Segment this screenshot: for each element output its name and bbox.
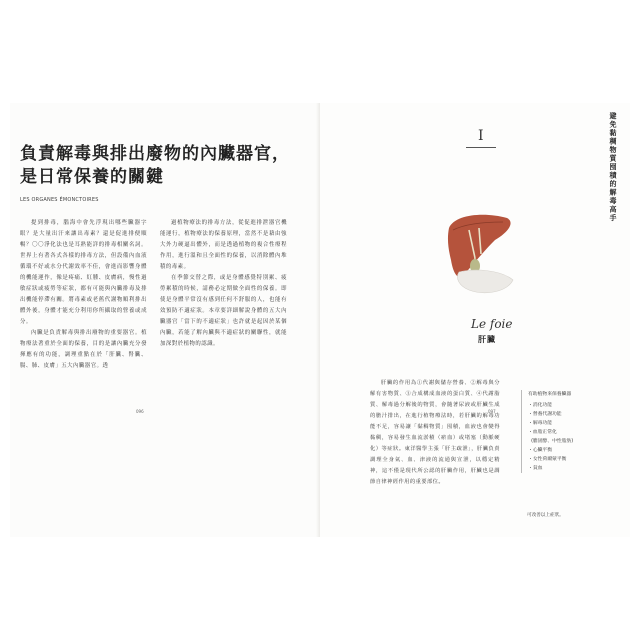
organ-name-french: Le foie: [471, 317, 513, 331]
title-line-2: 是日常保養的關鍵: [20, 167, 164, 187]
list-item: ・營養代謝功能: [528, 412, 562, 417]
herb-sidebar: [521, 390, 582, 473]
title-line-1: 負責解毒與排出廢物的內臟器官，: [20, 144, 290, 164]
paragraph: 過植物療法的排毒方法，從促進排泄器官機能運行，植物療法的保養原理，當然不是藉由強大外力硬逼出體外，而是透過植物的複合性療程作用，進行溫和且全面性的保養，以消除體內堆積的毒素。: [160, 220, 287, 270]
list-item: (膽固醇、中性脂肪): [531, 439, 574, 444]
list-item: ・心臟平衡: [528, 448, 553, 453]
list-item: ・血脂正常化: [528, 430, 557, 435]
list-item: ・貧血: [528, 466, 543, 471]
list-item: ・女性荷爾蒙平衡: [528, 457, 567, 462]
stomach-outline: [457, 270, 513, 293]
sidebar-list: [528, 401, 582, 473]
paragraph: 內臟是負責解毒與排出廢物的重要器官。植物療法著重於全面的保養，目的是讓內臟充分發揮應有的功能，調理重點在於「肝臟、腎臟、腸、肺、皮膚」五大內臟器官。透: [20, 330, 147, 369]
organ-description: [370, 378, 500, 488]
left-page: [10, 103, 320, 537]
page-title: [20, 143, 300, 189]
paragraph: 肝臟的作用為①代謝與儲存營養、②解毒與分解有害物質、③合成構成血液的蛋白質、④代謝脂質、解毒過分解後的物質，會隨著尿液或肝臟生成的膽汁排出，在進行植物療法時，若肝臟的解毒功能不足，容易讓「黏稠物質」囤積，血液也會變得黏稠，容易發生血流淤積（瘀血）或堵塞（動脈硬化）等症狀。東洋醫學主張「肝主疏泄」，肝臟負責調理全身氣、血、津液的流通與宣泄，以穩定精神，這不僅是現代所公認的肝臟作用，肝臟也是調節自律神經作用的重要部位。: [370, 380, 500, 485]
paragraph: 提到排毒，腦海中會先浮現出哪些臟器字眼？是大量出汗來讓出毒素？還是促進排便順暢？〇〇淨化法也是耳熟能詳的排毒相關名詞。世界上有著各式各樣的排毒方法，但設備內血液循環不好或水分代謝效率不佳，會進而影響身體的機能運作，像是疼痛、紅腫、皮膚病，慢性過敏症狀或疲勞等症狀，都有可能與內臟排毒及排出機能停滯有關。將毒素或老舊代謝物順利排出體外後，身體才能充分利用你所攝取的營養或成分。: [20, 220, 147, 325]
paragraph: 在季節交替之際，或是身體感覺特別累、疲勞累積的時候，請務必定期做全面性的保養。即使是身體平常沒有感到任何不舒服的人，也能有效預防不適症狀。本章要詳細解說身體的五大內臟器官「當下的不適症狀」也許就是起因於某個內臟，若能了解內臟與不適症狀的關聯性，就能加深對於植物的認識。: [160, 275, 287, 347]
french-subtitle: LES ORGANES ÉMONCTOIRES: [20, 197, 99, 203]
organ-name-chinese: 肝臟: [478, 334, 496, 344]
liver-illustration: [445, 210, 515, 300]
vertical-heading: 避免黏稠物質囤積的解毒高手: [609, 112, 618, 223]
sidebar-title: 有助植物來保養臟器: [528, 392, 572, 397]
sidebar-footnote: 可改善以上症狀。: [527, 513, 564, 518]
body-column-2: [160, 218, 287, 350]
numeral-rule: [466, 147, 496, 148]
section-numeral: I: [478, 128, 484, 144]
body-column-1: [20, 218, 147, 372]
page-number-right: 097: [488, 409, 496, 414]
list-item: ・解毒功能: [528, 421, 553, 426]
list-item: ・消化功能: [528, 403, 553, 408]
page-number-left: 096: [136, 409, 144, 414]
